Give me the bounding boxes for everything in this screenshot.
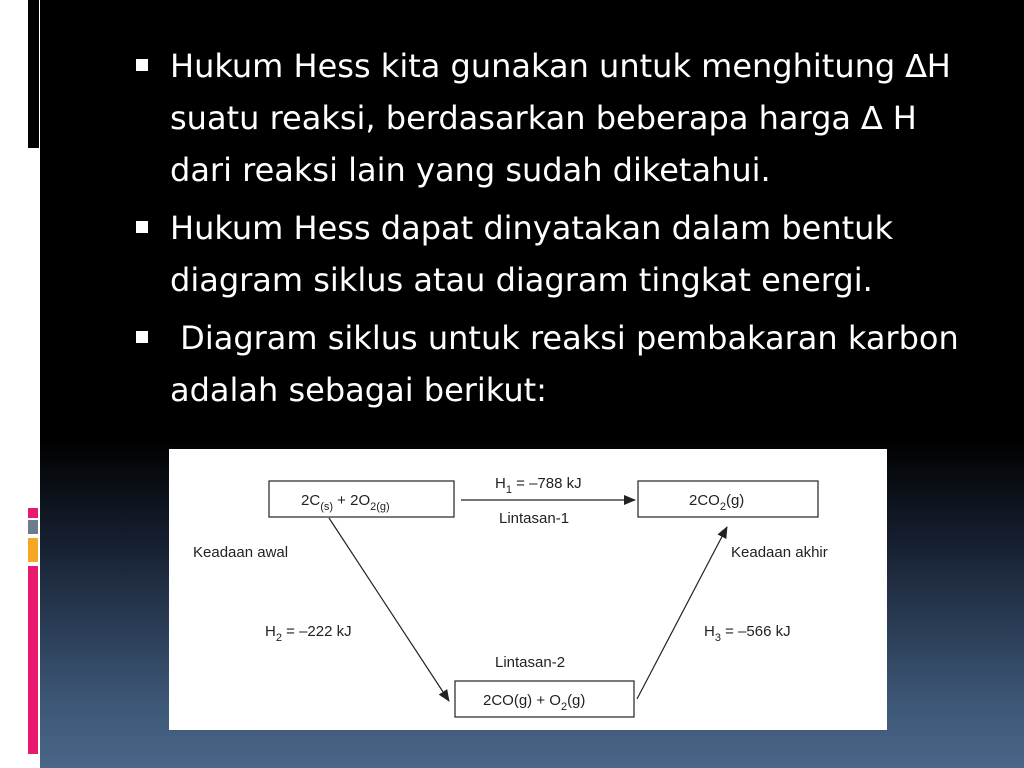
bullet-text: Hukum Hess dapat dinyatakan dalam bentuk diagram siklus atau diagram tingkat energi. [170,209,904,299]
square-bullet-icon [136,331,148,343]
accent-bar-pink-small [28,508,38,518]
bullet-text: Hukum Hess kita gunakan untuk menghitung ∆H suatu reaksi, berdasarkan beberapa harga ∆ H dari reaksi lain yang sudah diketahui. [170,47,961,189]
h3-label: $H_3 = -566$ kJ [704,623,791,644]
h2-label: $H_2 = -222$ kJ [265,623,352,644]
bullet-item [132,312,982,416]
accent-bar-orange [28,538,38,562]
final-product-label: $2CO_2(g)$ [689,492,745,513]
path1-label: Lintasan-1 [499,510,570,527]
bullet-item [132,202,982,306]
h1-label: $H_1 = -788$ kJ [495,475,582,496]
initial-reactant-label: $2C_{(s)} + 2O_{2(g)}$ [301,492,390,513]
final-state-label: Keadaan akhir [731,544,828,561]
hess-cycle-diagram [169,449,887,730]
bullet-list [132,40,982,422]
path2-down-arrow [329,518,449,701]
accent-bar-pink [28,566,38,754]
path2-label: Lintasan-2 [495,654,566,671]
initial-state-label: Keadaan awal [193,544,289,561]
square-bullet-icon [136,59,148,71]
intermediate-label: $2CO(g) + O_2(g)$ [483,692,586,713]
accent-bar-gray [28,520,38,534]
left-decoration-dark-block [28,0,39,148]
square-bullet-icon [136,221,148,233]
path2-up-arrow [637,527,727,699]
bullet-item [132,40,982,196]
bullet-text: Diagram siklus untuk reaksi pembakaran karbon adalah sebagai berikut: [170,319,969,409]
